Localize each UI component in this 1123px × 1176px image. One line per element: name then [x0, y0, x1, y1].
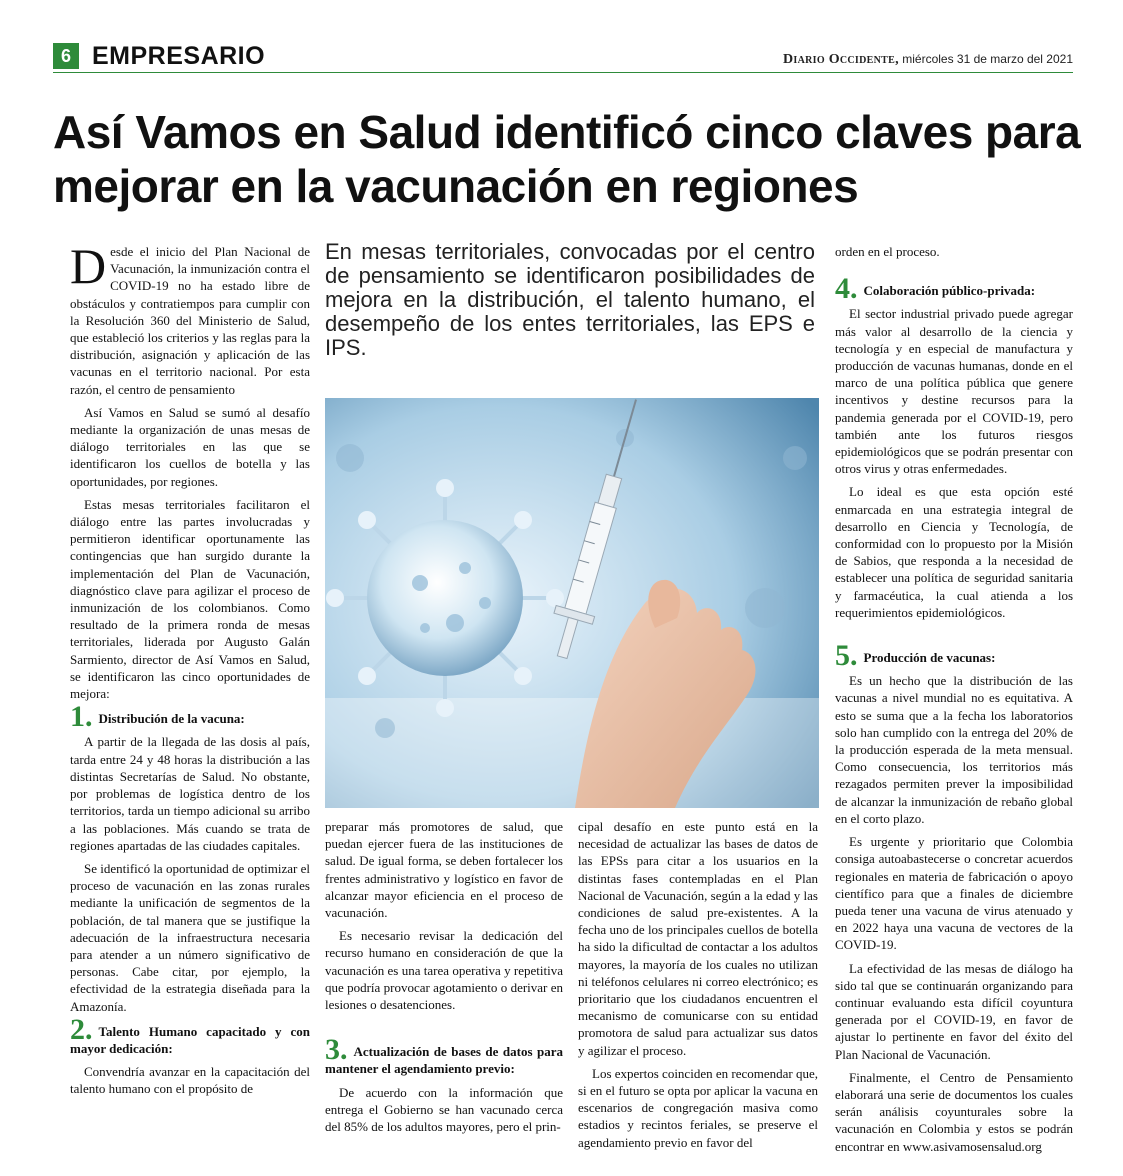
paragraph: Convendría avanzar en la capacitación del talento humano con el propósito de: [70, 1064, 310, 1097]
subheading-5: [835, 639, 1073, 673]
paragraph: Es un hecho que la distribución de las vacunas a nivel mundial no es equitativa. A esto se suma que a la fecha los laboratorios solo han cumplido con la entrega del 20% de la producción esperada de la meta mensual. Como consecuencia, los territorios más rezagados permiten prever la imposibilidad de alcanzar la inmunización de rebaño global en el corto plazo.: [835, 673, 1073, 826]
paragraph: [70, 238, 310, 398]
paragraph: El sector industrial privado puede agregar más valor al desarrollo de la ciencia y tecnología y en especial de manufactura y producción de vacunas humanas, donde en el marco de una política pública que genere incentivos y destine recursos para la pandemia generada por el COVID-19, pero también ante los futuros riesgos epidemiológicos que se podrán presentar con otros virus y otras enfermedades.: [835, 306, 1073, 477]
subheading-label: Talento Humano capacitado y con mayor dedicación:: [70, 1023, 310, 1056]
article-column-3: [578, 818, 818, 1157]
paragraph: cipal desafío en este punto está en la necesidad de actualizar las bases de datos de las EPSs para citar a los usuarios en la distintas fases contempladas en el Plan Nacional de Vacunación, según a la edad y las condiciones de salud pre-existentes. A la fecha uno de los principales cuellos de botella ha sido la dificultad de contactar a los adultos mayores, la mayoría de los cuales no utilizan ni teléfonos celulares ni correo electrónico; es prioritario que los ciudadanos encuentren el mecanismo de comunicarse con su entidad promotora de salud para actualizar sus datos y agilizar el proceso.: [578, 819, 818, 1058]
paragraph: De acuerdo con la información que entrega el Gobierno se han vacunado cerca del 85% de los adultos mayores, pero el prin-: [325, 1084, 563, 1135]
drop-cap: D: [70, 238, 107, 294]
masthead: [783, 52, 1073, 68]
page-number: 6: [53, 43, 79, 69]
issue-date: miércoles 31 de marzo del 2021: [902, 52, 1073, 66]
paragraph: La efectividad de las mesas de diálogo ha sido tal que se continuarán organizando para continuar evaluando esta difícil coyuntura generada por el COVID-19, en favor de ajustar lo pertinente en favor del éxito del Plan Nacional de Vacunación.: [835, 960, 1073, 1062]
paragraph: preparar más promotores de salud, que puedan ejercer fuera de las instituciones de salud. De igual forma, se deben fortalecer los frentes administrativo y logístico en favor de alcanzar mayor eficiencia en el proceso de vacunación.: [325, 819, 563, 921]
paragraph: Finalmente, el Centro de Pensamiento elaborará una serie de documentos los cuales serán análisis coyunturales sobre la vacunación en Colombia y estos se podrán encontrar en www.asivamosensalud.org: [835, 1069, 1073, 1154]
paragraph: A partir de la llegada de las dosis al país, tarda entre 24 y 48 horas la distribución a las distintas Secretarías de Salud. No obstante, por problemas de logística dentro de los territorios, tarda un tiempo adicional su arribo a las poblaciones. Más cuando se trata de regiones apartadas de las ciudades capitales.: [70, 734, 310, 853]
subheading-1: [70, 700, 310, 734]
subheading-2: [70, 1012, 310, 1057]
deck-summary: En mesas territoriales, convocadas por el centro de pensamiento se identificaron posibilidades de mejora en la distribución, el talento humano, el desempeño de los entes territoriales, las EPS e IPS.: [325, 239, 815, 360]
subheading-label: Colaboración público-privada:: [863, 283, 1036, 299]
article-column-4: [835, 243, 1073, 1161]
paper-name: Diario Occidente,: [782, 52, 899, 67]
subheading-number: 2.: [70, 1012, 93, 1046]
section-title: EMPRESARIO: [92, 42, 266, 70]
vaccine-syringe-virus-photo: [325, 398, 819, 808]
subheading-number: 4.: [835, 272, 858, 306]
article-column-1: [70, 238, 310, 1104]
subheading-label: Distribución de la vacuna:: [98, 711, 245, 727]
paragraph: Así Vamos en Salud se sumó al desafío mediante la organización de unas mesas de diálogo territoriales en las que se identificaron los cuellos de botella y las oportunidades, por regiones.: [70, 404, 310, 489]
subheading-4: [835, 272, 1073, 306]
photo-illustration: [325, 398, 819, 808]
paragraph: Se identificó la oportunidad de optimizar el proceso de vacunación en las zonas rurales mediante la unificación de segmentos de la población, de tal manera que se justifique la adecuación de la infraestructura necesaria para atender a un número significativo de personas. Cabe citar, por ejemplo, la efectividad de la estrategia diseñada para la Amazonía.: [70, 860, 310, 1014]
article-column-2: [325, 818, 563, 1141]
subheading-label: Producción de vacunas:: [863, 650, 996, 666]
subheading-3: [325, 1033, 563, 1077]
paragraph: Es urgente y prioritario que Colombia consiga autoabastecerse o concretar acuerdos regionales en materia de fabricación o apoyo científico para que a finales de diciembre pueda tener una vacuna de virus atenuado y en 2022 haya una vacuna de vectores de la COVID-19.: [835, 834, 1073, 953]
paragraph: Estas mesas territoriales facilitaron el diálogo entre las partes involucradas y permitieron identificar oportunamente las contingencias que han surgido durante la implementación del Plan de Vacunación, diagnóstico clave para agilizar el proceso de inmunización de los colombianos. Como resultado de la primera ronda de mesas territoriales, liderada por Augusto Galán Sarmiento, director de Así Vamos en Salud, se identificaron las cinco oportunidades de mejora:: [70, 496, 310, 702]
headline: Así Vamos en Salud identificó cinco claves para mejorar en la vacunación en regiones: [53, 106, 1081, 212]
subheading-label: Actualización de bases de datos para mantener el agendamiento previo:: [325, 1044, 563, 1077]
paragraph: orden en el proceso.: [835, 244, 940, 259]
paragraph-text: esde el inicio del Plan Nacional de Vacunación, la inmunización contra el COVID-19 no ha estado libre de obstáculos y contratiempos para cumplir con la Resolución 360 del Ministerio de Salud, que estableció los criterios y las reglas para la distribución, asignación y aplicación de las vacunas en el territorio nacional. Por esta razón, el centro de pensamiento: [70, 244, 310, 397]
paragraph: Los expertos coinciden en recomendar que, si en el futuro se opta por aplicar la vacuna en escenarios de congregación masiva como estadios y recintos feriales, se preserve el agendamiento previo en favor del: [578, 1065, 818, 1150]
subheading-number: 5.: [835, 639, 858, 673]
subheading-number: 3.: [325, 1033, 348, 1067]
subheading-number: 1.: [70, 700, 93, 734]
header-rule: [53, 72, 1073, 73]
paragraph: Lo ideal es que esta opción esté enmarcada en una estrategia integral de desarrollo en Ciencia y Tecnología, de conformidad con lo propuesto por la Misión de Sabios, que responda a la necesidad de establecer una política de seguridad sanitaria y farmacéutica, la cual atienda a los requerimientos epidemiológicos.: [835, 484, 1073, 620]
paragraph: Es necesario revisar la dedicación del recurso humano en consideración de que la vacunación es una tarea operativa y repetitiva que podría provocar agotamiento o derivar en lesiones o desatenciones.: [325, 928, 563, 1013]
virus-graphic: [326, 479, 564, 717]
